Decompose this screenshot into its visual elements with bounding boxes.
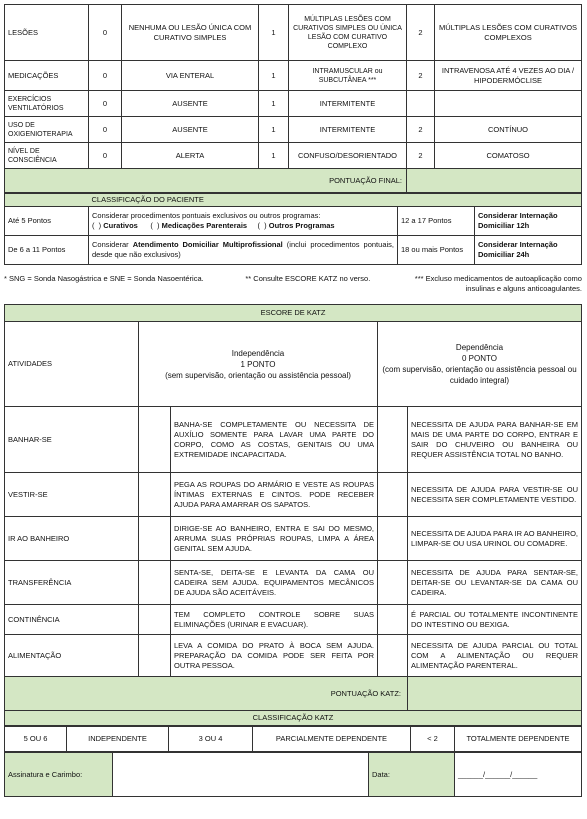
desc-cell: CONFUSO/DESORIENTADO [289, 143, 407, 169]
table-row [5, 517, 582, 561]
score-cell: 2 [407, 61, 435, 91]
signature-table [4, 752, 582, 797]
desc-cell: ALERTA [122, 143, 259, 169]
scoring-section [4, 4, 582, 265]
score-cell: 2 [407, 143, 435, 169]
katz-level: TOTALMENTE DEPENDENTE [455, 727, 582, 752]
dependence-desc: É PARCIAL OU TOTALMENTE INCONTINENTE DO INTESTINO OU BEXIGA. [408, 605, 582, 635]
checkbox-medicacoes[interactable]: ( ) Medicações Parenterais [150, 221, 248, 230]
score-cell: 1 [259, 5, 289, 61]
signature-label: Assinatura e Carimbo: [5, 753, 113, 797]
signature-field[interactable] [113, 753, 369, 797]
table-row [5, 561, 582, 605]
row-label: MEDICAÇÕES [5, 61, 89, 91]
row-label: EXERCÍCIOS VENTILATÓRIOS [5, 91, 89, 117]
table-row [5, 635, 582, 677]
score-cell: 1 [259, 143, 289, 169]
classification-points: 18 ou mais Pontos [397, 236, 474, 265]
katz-classification-table [4, 726, 582, 752]
table-row [5, 5, 582, 61]
final-score-row [5, 169, 582, 193]
checkbox-curativos[interactable]: ( ) Curativos [92, 221, 138, 230]
katz-table [4, 304, 582, 726]
dependence-desc: NECESSITA DE AJUDA PARA VESTIR-SE OU NECESSITA SER COMPLETAMENTE VESTIDO. [408, 473, 582, 517]
independence-check[interactable] [139, 561, 171, 605]
score-cell: 2 [407, 117, 435, 143]
independence-desc: TEM COMPLETO CONTROLE SOBRE SUAS ELIMINAÇÕES (URINAR E EVACUAR). [171, 605, 378, 635]
desc-cell: INTRAVENOSA ATÉ 4 VEZES AO DIA / HIPODERMÓCLISE [435, 61, 582, 91]
katz-range: 3 OU 4 [169, 727, 253, 752]
row-label: LESÕES [5, 5, 89, 61]
katz-level: INDEPENDENTE [67, 727, 169, 752]
checkbox-outros[interactable]: ( ) Outros Programas [257, 221, 335, 230]
desc-cell: MÚLTIPLAS LESÕES COM CURATIVOS SIMPLES OU ÚNICA LESÃO COM CURATIVO COMPLEXO [289, 5, 407, 61]
dependence-check[interactable] [378, 407, 408, 473]
footnote-2: ** Consulte ESCORE KATZ no verso. [245, 274, 371, 283]
independence-check[interactable] [139, 635, 171, 677]
classification-result: Considerar Internação Domiciliar 24h [474, 236, 581, 265]
katz-score-field[interactable] [408, 677, 582, 711]
dependence-desc: NECESSITA DE AJUDA PARA SENTAR-SE, DEITAR-SE OU LEVANTAR-SE DA CAMA OU CADEIRA. [408, 561, 582, 605]
table-row [5, 407, 582, 473]
activities-header: ATIVIDADES [5, 322, 139, 407]
table-row [5, 236, 582, 265]
desc-cell [435, 91, 582, 117]
classification-range: Até 5 Pontos [5, 207, 89, 236]
activity-label: ALIMENTAÇÃO [5, 635, 139, 677]
table-row [5, 143, 582, 169]
desc-cell: VIA ENTERAL [122, 61, 259, 91]
katz-score-row [5, 677, 582, 711]
dependence-check[interactable] [378, 517, 408, 561]
dependence-check[interactable] [378, 635, 408, 677]
table-row [5, 91, 582, 117]
classification-desc: Considerar procedimentos pontuais exclusivos ou outros programas: [92, 211, 321, 220]
classification-pre: Considerar [92, 240, 129, 249]
score-cell: 0 [89, 143, 122, 169]
classification-range: De 6 a 11 Pontos [5, 236, 89, 265]
desc-cell: AUSENTE [122, 91, 259, 117]
desc-cell: AUSENTE [122, 117, 259, 143]
patient-classification-table [4, 193, 582, 265]
option-label: Curativos [103, 221, 138, 230]
katz-classification-title: CLASSIFICAÇÃO KATZ [5, 711, 582, 726]
desc-cell: CONTÍNUO [435, 117, 582, 143]
desc-cell: NENHUMA OU LESÃO ÚNICA COM CURATIVO SIMPLES [122, 5, 259, 61]
score-cell: 0 [89, 117, 122, 143]
desc-cell: INTERMITENTE [289, 117, 407, 143]
classification-post: (inclui procedimentos pontuais, desde que não exclusivos) [92, 240, 394, 259]
classification-bold: Atendimento Domiciliar Multiprofissional [132, 240, 283, 249]
footnotes [4, 274, 582, 294]
classification-result: Considerar Internação Domiciliar 12h [474, 207, 581, 236]
katz-section [4, 304, 582, 797]
final-score-label: PONTUAÇÃO FINAL: [5, 169, 407, 193]
katz-header-row [5, 322, 582, 407]
independence-check[interactable] [139, 517, 171, 561]
dependence-desc: NECESSITA DE AJUDA PARCIAL OU TOTAL COM A ALIMENTAÇÃO OU REQUER ALIMENTAÇÃO PARENTERAL. [408, 635, 582, 677]
independence-check[interactable] [139, 605, 171, 635]
table-row [5, 61, 582, 91]
independence-points: 1 PONTO [240, 359, 276, 369]
katz-range: 5 OU 6 [5, 727, 67, 752]
katz-range: < 2 [411, 727, 455, 752]
classification-header-row [5, 194, 582, 207]
option-label: Outros Programas [268, 221, 335, 230]
independence-desc: BANHA-SE COMPLETAMENTE OU NECESSITA DE AUXÍLIO SOMENTE PARA LAVAR UMA PARTE DO CORPO, COMO AS COSTAS, GENITAIS OU UMA EXTREMIDADE INCAPACITADA. [171, 407, 378, 473]
desc-cell: MÚLTIPLAS LESÕES COM CURATIVOS COMPLEXOS [435, 5, 582, 61]
katz-title: ESCORE DE KATZ [5, 305, 582, 322]
independence-desc: SENTA-SE, DEITA-SE E LEVANTA DA CAMA OU CADEIRA SEM AJUDA. EQUIPAMENTOS MECÂNICOS DE AJUDA SÃO ACEITÁVEIS. [171, 561, 378, 605]
table-row [5, 207, 582, 236]
independence-check[interactable] [139, 407, 171, 473]
independence-sub: (sem supervisão, orientação ou assistência pessoal) [165, 370, 351, 380]
dependence-check[interactable] [378, 473, 408, 517]
dependence-desc: NECESSITA DE AJUDA PARA BANHAR-SE EM MAIS DE UMA PARTE DO CORPO, ENTRAR E SAIR DO CHUVEIRO OU BANHEIRA OU REQUER ASSISTÊNCIA TOTAL NO BANHO. [408, 407, 582, 473]
dependence-title: Dependência [455, 343, 504, 352]
katz-score-label: PONTUAÇÃO KATZ: [5, 677, 408, 711]
activity-label: BANHAR-SE [5, 407, 139, 473]
dependence-points: 0 PONTO [462, 354, 497, 363]
activity-label: CONTINÊNCIA [5, 605, 139, 635]
desc-cell: COMATOSO [435, 143, 582, 169]
desc-cell: INTRAMUSCULAR ou SUBCUTÂNEA *** [289, 61, 407, 91]
independence-desc: DIRIGE-SE AO BANHEIRO, ENTRA E SAI DO MESMO, ARRUMA SUAS PRÓPRIAS ROUPAS, LIMPA A ÁREA GENITAL SEM AJUDA. [171, 517, 378, 561]
dependence-header [378, 322, 582, 407]
independence-header [139, 322, 378, 407]
score-cell: 0 [89, 5, 122, 61]
desc-cell: INTERMITENTE [289, 91, 407, 117]
dependence-check[interactable] [378, 561, 408, 605]
katz-level: PARCIALMENTE DEPENDENTE [253, 727, 411, 752]
option-label: Medicações Parenterais [161, 221, 248, 230]
independence-desc: LEVA A COMIDA DO PRATO À BOCA SEM AJUDA. PREPARAÇÃO DA COMIDA PODE SER FEITA POR OUTRA PESSOA. [171, 635, 378, 677]
row-label: USO DE OXIGENIOTERAPIA [5, 117, 89, 143]
score-cell: 2 [407, 5, 435, 61]
table-row [5, 605, 582, 635]
independence-title: Independência [231, 348, 285, 358]
classification-text [89, 236, 398, 265]
independence-check[interactable] [139, 473, 171, 517]
katz-classification-header-row [5, 711, 582, 726]
date-label: Data: [369, 753, 455, 797]
table-row [5, 117, 582, 143]
score-cell: 0 [89, 91, 122, 117]
signature-row [5, 753, 582, 797]
score-cell: 1 [259, 91, 289, 117]
date-field[interactable]: ______/______/______ [455, 753, 582, 797]
score-cell: 1 [259, 117, 289, 143]
dependence-desc: NECESSITA DE AJUDA PARA IR AO BANHEIRO, LIMPAR-SE OU USA URINOL OU COMADRE. [408, 517, 582, 561]
dependence-sub: (com supervisão, orientação ou assistência pessoal ou cuidado integral) [382, 365, 577, 385]
footnote-1: * SNG = Sonda Nasogástrica e SNE = Sonda Nasoentérica. [4, 274, 204, 283]
footnote-3: *** Excluso medicamentos de autoaplicação como insulinas e alguns anticoagulantes. [414, 274, 582, 293]
row-label: NÍVEL DE CONSCIÊNCIA [5, 143, 89, 169]
scoring-table [4, 4, 582, 193]
activity-label: VESTIR-SE [5, 473, 139, 517]
classification-points: 12 a 17 Pontos [397, 207, 474, 236]
katz-title-row [5, 305, 582, 322]
table-row [5, 473, 582, 517]
classification-text [89, 207, 398, 236]
activity-label: IR AO BANHEIRO [5, 517, 139, 561]
score-cell: 0 [89, 61, 122, 91]
score-cell [407, 91, 435, 117]
table-row [5, 727, 582, 752]
independence-desc: PEGA AS ROUPAS DO ARMÁRIO E VESTE AS ROUPAS ÍNTIMAS EXTERNAS E CINTOS. PODE RECEBER AJUDA PARA AMARRAR OS SAPATOS. [171, 473, 378, 517]
activity-label: TRANSFERÊNCIA [5, 561, 139, 605]
dependence-check[interactable] [378, 605, 408, 635]
score-cell: 1 [259, 61, 289, 91]
final-score-field[interactable] [407, 169, 582, 193]
classification-title: CLASSIFICAÇÃO DO PACIENTE [89, 194, 582, 207]
